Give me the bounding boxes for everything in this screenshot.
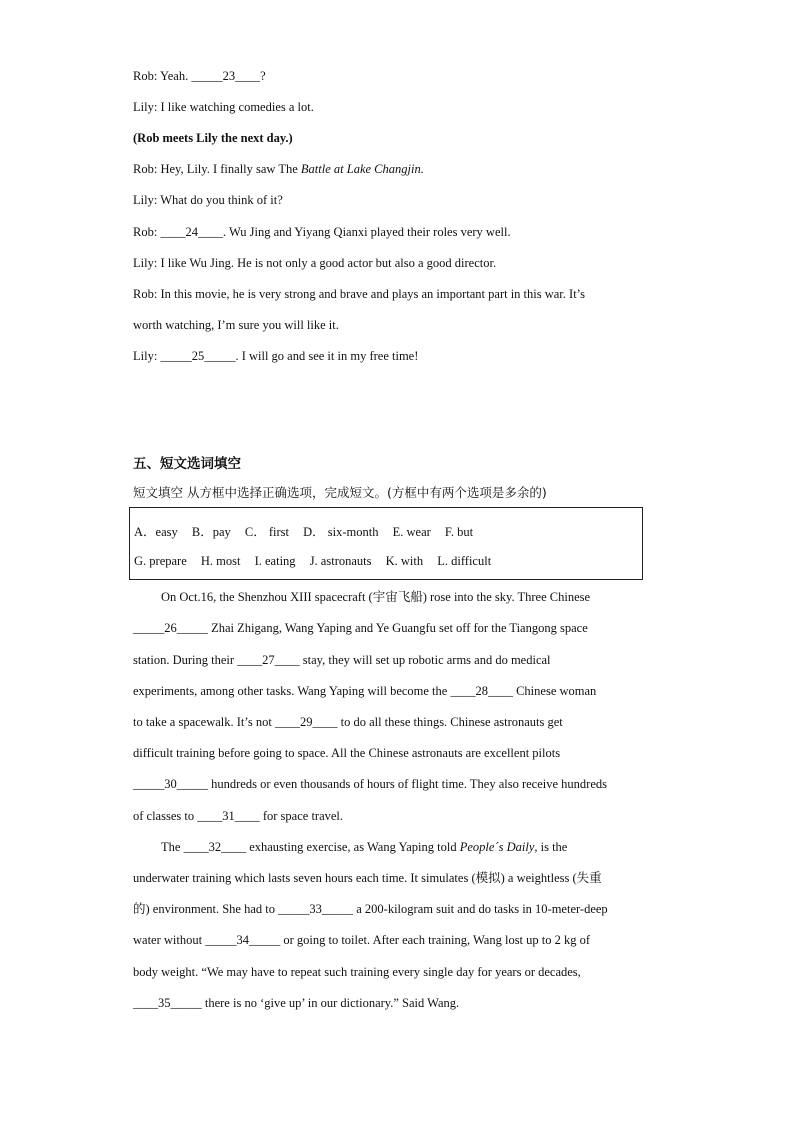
dialogue-line	[133, 192, 283, 208]
answer-blank-33: _____33_____	[278, 902, 354, 916]
answer-blank-26: _____26_____	[133, 621, 208, 635]
speaker: Lily:	[133, 100, 158, 114]
options-row	[134, 554, 502, 569]
dialogue-line	[133, 161, 424, 177]
answer-blank-24: ____24____	[160, 225, 223, 239]
passage-line	[133, 901, 608, 917]
passage-text: stay, they will set up robotic arms and do medical	[299, 653, 551, 667]
option-f: F. but	[444, 525, 474, 539]
passage-line	[133, 808, 343, 824]
movie-title: Battle at Lake Changjin.	[300, 162, 424, 176]
passage-text: to take a spacewalk. It’s not	[133, 715, 275, 729]
passage-line	[133, 652, 551, 668]
speaker: Rob:	[133, 162, 158, 176]
option-i: I. eating	[254, 554, 296, 568]
section-title: 五、短文选词填空	[133, 456, 241, 472]
passage-line	[133, 620, 588, 636]
speaker: Rob:	[133, 287, 158, 301]
passage-text: hundreds or even thousands of hours of flight time. They also receive hundreds	[208, 777, 607, 791]
option-g: G. prepare	[134, 554, 187, 568]
dialogue-text: I like watching comedies a lot.	[157, 100, 314, 114]
answer-blank-35: ____35_____	[133, 996, 202, 1010]
passage-line	[133, 776, 607, 792]
dialogue-text: I like Wu Jing. He is not only a good actor but also a good director.	[157, 256, 497, 270]
option-h: H. most	[200, 554, 241, 568]
passage-text: Zhai Zhigang, Wang Yaping and Ye Guangfu set off for the Tiangong space	[208, 621, 588, 635]
dialogue-text: Yeah.	[157, 69, 192, 83]
speaker: Rob:	[133, 225, 158, 239]
speaker: Lily:	[133, 256, 158, 270]
passage-text: water without	[133, 933, 206, 947]
option-d: D． six-month	[303, 525, 379, 539]
option-l: L. difficult	[437, 554, 492, 568]
passage-line: difficult training before going to space. All the Chinese astronauts are excellent pilots	[133, 746, 561, 760]
answer-blank-25: _____25_____	[160, 349, 236, 363]
passage-text: The	[161, 840, 184, 854]
speaker: Lily:	[133, 349, 158, 363]
option-e: E. wear	[392, 525, 431, 539]
dialogue-text: . Wu Jing and Yiyang Qianxi played their roles very well.	[222, 225, 511, 239]
answer-blank-28: ____28____	[450, 684, 513, 698]
answer-blank-31: ____31____	[197, 809, 260, 823]
dialogue-text: . I will go and see it in my free time!	[235, 349, 419, 363]
passage-line: body weight. “We may have to repeat such training every single day for years or decades,	[133, 965, 581, 979]
dialogue-text: What do you think of it?	[157, 193, 283, 207]
passage-text: experiments, among other tasks. Wang Yaping will become the	[133, 684, 451, 698]
passage-text: or going to toilet. After each training, Wang lost up to 2 kg of	[280, 933, 591, 947]
passage-text: exhausting exercise, as Wang Yaping told	[246, 840, 460, 854]
passage-text: , is the	[534, 840, 568, 854]
passage-line	[133, 683, 596, 699]
passage-text: 的) environment. She had to	[133, 902, 279, 916]
dialogue-line	[133, 286, 585, 302]
option-a: A．easy	[134, 525, 178, 539]
passage-text: Chinese woman	[512, 684, 597, 698]
answer-blank-23: _____23____	[191, 69, 261, 83]
dialogue-text: ?	[260, 69, 266, 83]
option-c: C． first	[244, 525, 289, 539]
option-b: B．pay	[191, 525, 231, 539]
passage-line	[133, 714, 563, 730]
answer-blank-34: _____34_____	[205, 933, 281, 947]
answer-blank-32: ____32____	[183, 840, 247, 854]
passage-line: underwater training which lasts seven hours each time. It simulates (模拟) a weightless (失重	[133, 871, 602, 885]
option-k: K. with	[385, 554, 424, 568]
passage-text: for space travel.	[259, 809, 344, 823]
dialogue-line: worth watching, I’m sure you will like it.	[133, 318, 339, 332]
passage-text: a 200-kilogram suit and do tasks in 10-meter-deep	[353, 902, 608, 916]
answer-blank-27: ____27____	[237, 653, 300, 667]
dialogue-line	[133, 224, 511, 240]
stage-direction: (Rob meets Lily the next day.)	[133, 131, 293, 145]
passage-text: there is no ‘give up’ in our dictionary.” Said Wang.	[201, 996, 460, 1010]
option-j: J. astronauts	[309, 554, 372, 568]
passage-line	[133, 995, 459, 1011]
dialogue-line	[133, 348, 418, 364]
passage-line	[133, 932, 590, 948]
dialogue-line	[133, 99, 314, 115]
passage-text: of classes to	[133, 809, 198, 823]
passage-text: to do all these things. Chinese astronauts get	[337, 715, 563, 729]
passage-line	[161, 839, 567, 855]
answer-blank-29: ____29____	[274, 715, 338, 729]
answer-blank-30: _____30_____	[133, 777, 208, 791]
dialogue-text: Hey, Lily. I finally saw The	[157, 162, 301, 176]
dialogue-line	[133, 255, 496, 271]
passage-text: station. During their	[133, 653, 238, 667]
speaker: Lily:	[133, 193, 158, 207]
passage-line: On Oct.16, the Shenzhou XIII spacecraft (宇宙飞船) rose into the sky. Three Chinese	[161, 590, 591, 604]
dialogue-line	[133, 68, 266, 84]
section-instruction: 短文填空 从方框中选择正确选项，完成短文。(方框中有两个选项是多余的)	[133, 485, 547, 500]
options-row	[134, 522, 484, 540]
speaker: Rob:	[133, 69, 158, 83]
newspaper-name: People´s Daily	[459, 840, 535, 854]
options-box	[129, 507, 643, 580]
dialogue-text: In this movie, he is very strong and brave and plays an important part in this war. It’s	[157, 287, 586, 301]
